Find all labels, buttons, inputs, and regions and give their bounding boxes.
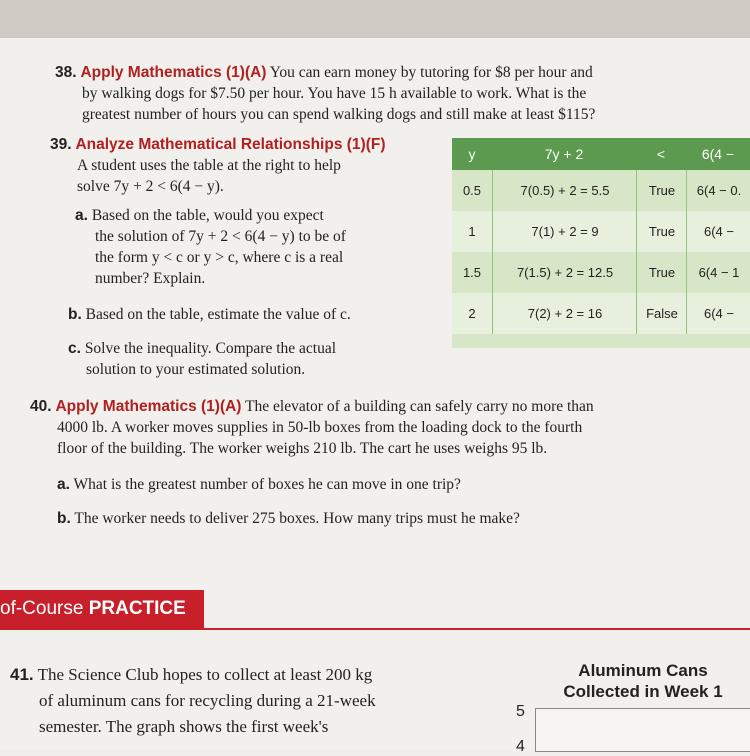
problem-40a [57, 474, 737, 495]
problem-text: solve 7y + 2 < 6(4 − y). [77, 178, 224, 195]
problem-text: A student uses the table at the right to help [77, 157, 341, 174]
problem-number: 40. [30, 398, 52, 415]
problem-heading: Apply Mathematics (1)(A) [80, 64, 267, 81]
table-cell: 6(4 − 1 [686, 252, 750, 293]
column-header: 6(4 − [701, 146, 735, 162]
problem-text: by walking dogs for $7.50 per hour. You have 15 h available to work. What is the [82, 85, 587, 102]
part-label: b. [57, 510, 71, 527]
problem-text: semester. The graph shows the first week's [39, 717, 329, 736]
part-text: The worker needs to deliver 275 boxes. How many trips must he make? [74, 510, 520, 527]
part-text: What is the greatest number of boxes he can move in one trip? [73, 476, 461, 493]
problem-41 [10, 662, 480, 740]
part-text: Based on the table, would you expect [91, 207, 324, 224]
column-header: < [656, 146, 666, 162]
problem-text: 4000 lb. A worker moves supplies in 50-lb boxes from the loading dock to the fourth [57, 419, 583, 436]
table-cell: 7(0.5) + 2 = 5.5 [492, 170, 637, 211]
part-text: number? Explain. [95, 270, 206, 287]
part-text: the solution of 7y + 2 < 6(4 − y) to be of [95, 228, 346, 245]
banner-prefix: of-Course [0, 598, 84, 619]
part-text: solution to your estimated solution. [86, 361, 306, 378]
part-label: c. [68, 340, 81, 357]
table-cell: True [636, 211, 687, 252]
part-label: b. [68, 306, 82, 323]
table-cell: 1 [468, 224, 476, 239]
problem-40 [30, 396, 745, 459]
problem-39c [68, 338, 448, 380]
problem-38 [55, 62, 745, 125]
problem-text: greatest number of hours you can spend walking dogs and still make at least $115? [82, 106, 596, 123]
table-cell: 0.5 [462, 183, 482, 198]
table-row [452, 252, 750, 293]
column-header: y [468, 146, 476, 162]
problem-text: The elevator of a building can safely carry no more than [245, 398, 594, 415]
part-label: a. [57, 476, 70, 493]
column-header: 7y + 2 [544, 146, 584, 162]
graph-title-line: Collected in Week 1 [563, 682, 723, 701]
problem-text: You can earn money by tutoring for $8 per hour and [269, 64, 593, 81]
problem-text: The Science Club hopes to collect at least 200 kg [37, 665, 373, 684]
table-cell: False [636, 293, 687, 334]
graph-title [548, 660, 738, 702]
problem-heading: Apply Mathematics (1)(A) [55, 398, 242, 415]
section-banner [0, 590, 204, 628]
graph-title-line: Aluminum Cans [578, 661, 708, 680]
problem-text: floor of the building. The worker weighs 210 lb. The cart he uses weighs 95 lb. [57, 440, 548, 457]
problem-text: of aluminum cans for recycling during a 21-week [39, 691, 376, 710]
table-row [452, 293, 750, 334]
table-cell: 7(1.5) + 2 = 12.5 [492, 252, 637, 293]
table-cell: 1.5 [462, 265, 482, 280]
table-cell: 6(4 − 0. [686, 170, 750, 211]
table-cell: True [636, 252, 687, 293]
table-row [452, 211, 750, 252]
problem-39 [50, 134, 450, 197]
inequality-table [452, 138, 750, 348]
y-tick-label: 4 [516, 738, 525, 755]
problem-heading: Analyze Mathematical Relationships (1)(F) [75, 136, 386, 153]
problem-39b [68, 304, 448, 325]
table-cell: 7(1) + 2 = 9 [492, 211, 637, 252]
page-top-shadow [0, 0, 750, 38]
banner-title: PRACTICE [88, 598, 186, 619]
table-cell: 2 [468, 306, 476, 321]
problem-number: 41. [10, 665, 34, 684]
problem-39a [75, 205, 445, 289]
y-tick-label: 5 [516, 703, 525, 720]
part-text: Based on the table, estimate the value of c. [85, 306, 351, 323]
graph-plot-area [535, 708, 750, 752]
table-header [452, 138, 750, 170]
table-row [452, 170, 750, 211]
problem-number: 38. [55, 64, 77, 81]
part-text: Solve the inequality. Compare the actual [84, 340, 337, 357]
problem-number: 39. [50, 136, 72, 153]
table-cell: 6(4 − [686, 293, 750, 334]
part-text: the form y < c or y > c, where c is a real [95, 249, 344, 266]
table-cell: True [636, 170, 687, 211]
table-cell: 7(2) + 2 = 16 [492, 293, 637, 334]
part-label: a. [75, 207, 88, 224]
section-rule [0, 628, 750, 630]
table-cell: 6(4 − [686, 211, 750, 252]
problem-40b [57, 508, 737, 529]
